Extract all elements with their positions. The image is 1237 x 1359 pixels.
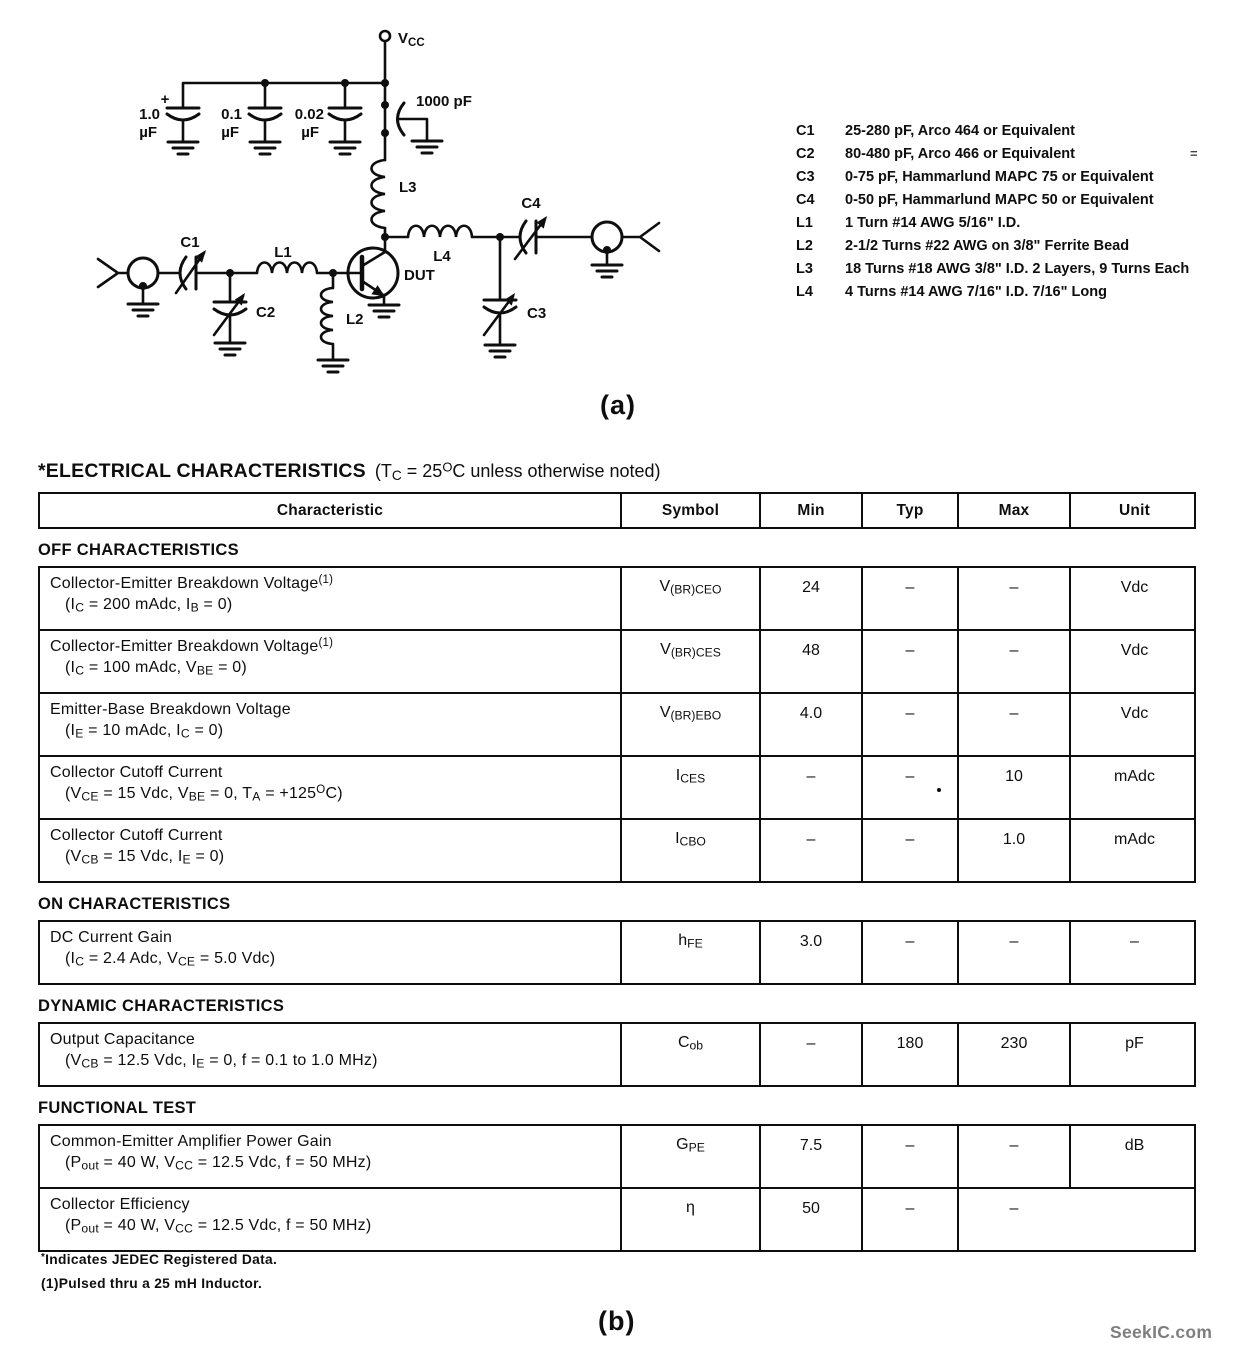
- dut-label: DUT: [404, 267, 435, 284]
- unit-cell: mAdc: [1069, 757, 1198, 818]
- min-cell: 48: [759, 631, 861, 692]
- part-desc: 80-480 pF, Arco 466 or Equivalent: [845, 146, 1075, 162]
- characteristic-cell: [40, 1126, 620, 1187]
- ground-symbol: [592, 265, 622, 277]
- symbol-cell: $I_{CBO}$: [620, 820, 759, 881]
- table-row: [40, 692, 1194, 755]
- junction-dot: [381, 129, 389, 137]
- part-row-c3: [796, 166, 1189, 189]
- characteristic-name: Collector Cutoff Current: [50, 764, 223, 781]
- part-ref: C4: [796, 192, 815, 208]
- unit-cell: Vdc: [1069, 568, 1198, 629]
- unit-cell: dB: [1069, 1126, 1198, 1187]
- characteristic-conditions: ($I_E = 10$ mAdc, $I_C = 0$): [65, 722, 224, 741]
- max-cell: 230: [957, 1024, 1069, 1085]
- seekic-watermark: SeekIC.com: [1110, 1322, 1213, 1342]
- characteristic-cell: [40, 1024, 620, 1085]
- characteristic-name: DC Current Gain: [50, 929, 173, 946]
- characteristic-cell: [40, 820, 620, 881]
- min-cell: –: [759, 1024, 861, 1085]
- bypass-cap-0p02uF: [329, 108, 361, 120]
- inductor-L2: [321, 273, 333, 358]
- table-row: [40, 629, 1194, 692]
- junction-dot: [329, 269, 337, 277]
- characteristic-cell: [40, 568, 620, 629]
- l1-label: L1: [274, 244, 292, 261]
- max-cell: –: [957, 631, 1069, 692]
- typ-cell: –: [861, 1189, 957, 1250]
- l2-label: L2: [346, 311, 364, 328]
- min-cell: 4.0: [759, 694, 861, 755]
- section-box-on: [38, 920, 1196, 985]
- part-ref: L4: [796, 284, 813, 300]
- part-ref: C2: [796, 146, 815, 162]
- characteristic-name: Collector-Emitter Breakdown Voltage$^{(1)}$: [50, 637, 334, 655]
- ground-symbol: [318, 360, 348, 372]
- ground-symbol: [412, 141, 442, 153]
- junction-dot: [496, 233, 504, 241]
- section-box-off: [38, 566, 1196, 883]
- parts-list: [796, 120, 1189, 304]
- ground-symbol: [128, 304, 158, 316]
- typ-cell: –: [861, 568, 957, 629]
- input-arrow: [98, 259, 128, 287]
- cap2-unit-label: µF: [221, 124, 239, 141]
- part-row-l4: [796, 281, 1189, 304]
- typ-cell: –: [861, 922, 957, 983]
- unit-cell: mAdc: [1069, 820, 1198, 881]
- cap3-value-label: 0.02: [294, 106, 324, 123]
- inductor-L4: [385, 226, 500, 237]
- table-row: [40, 755, 1194, 818]
- inductor-L3: [372, 160, 386, 228]
- vcc-label: $V_{CC}$: [398, 30, 425, 49]
- table-footnotes: [41, 1252, 277, 1300]
- symbol-cell: η: [620, 1189, 759, 1250]
- characteristic-conditions: ($V_{CB} = 12.5$ Vdc, $I_E = 0$, f = 0.1 to 1.0 MHz): [65, 1052, 378, 1071]
- c4-label: C4: [521, 195, 541, 212]
- characteristic-conditions: ($P_{out} = 40$ W, $V_{CC} = 12.5$ Vdc, f = 50 MHz): [65, 1217, 372, 1236]
- section-heading-functional-test: FUNCTIONAL TEST: [38, 1099, 197, 1117]
- scan-artifact-dot: [937, 788, 941, 792]
- symbol-cell: $V_{(BR)CEO}$: [620, 568, 759, 629]
- part-desc: 4 Turns #14 AWG 7/16" I.D. 7/16" Long: [845, 284, 1107, 300]
- characteristic-conditions: ($P_{out} = 40$ W, $V_{CC} = 12.5$ Vdc, f = 50 MHz): [65, 1154, 372, 1173]
- part-row-l2: [796, 235, 1189, 258]
- min-cell: –: [759, 757, 861, 818]
- section-box-dynamic: [38, 1022, 1196, 1087]
- part-desc: 2-1/2 Turns #22 AWG on 3/8" Ferrite Bead: [845, 238, 1130, 254]
- part-row-c2: [796, 143, 1189, 166]
- characteristic-conditions: ($I_C = 2.4$ Adc, $V_{CE} = 5.0$ Vdc): [65, 950, 276, 969]
- characteristic-cell: [40, 631, 620, 692]
- test-circuit-schematic: [0, 0, 780, 380]
- symbol-cell: $G_{PE}$: [620, 1126, 759, 1187]
- part-desc: 18 Turns #18 AWG 3/8" I.D. 2 Layers, 9 Turns Each: [845, 261, 1190, 277]
- title-condition: ($T_C = 25^OC$ unless otherwise noted): [374, 459, 661, 483]
- junction-dot: [139, 282, 147, 290]
- table-header-row: [38, 492, 1196, 529]
- section-heading-on: ON CHARACTERISTICS: [38, 895, 231, 913]
- characteristic-cell: [40, 694, 620, 755]
- inductor-L1: [230, 263, 335, 274]
- table-row: [40, 568, 1194, 629]
- table-row: [40, 1126, 1194, 1187]
- part-ref: L1: [796, 215, 813, 231]
- min-cell: –: [759, 820, 861, 881]
- junction-dot: [226, 269, 234, 277]
- part-row-c1: [796, 120, 1189, 143]
- symbol-cell: $h_{FE}$: [620, 922, 759, 983]
- table-row: [40, 818, 1194, 881]
- characteristic-cell: [40, 1189, 620, 1250]
- c1-label: C1: [180, 234, 200, 251]
- electrical-characteristics-title: [38, 460, 661, 483]
- max-cell: –: [957, 922, 1069, 983]
- scan-artifact-mark: =: [1190, 146, 1198, 161]
- part-row-l3: [796, 258, 1189, 281]
- ground-symbol: [330, 142, 360, 154]
- footnote-jedec: *Indicates JEDEC Registered Data.: [41, 1251, 278, 1267]
- junction-dot: [603, 246, 611, 254]
- typ-cell: –: [861, 631, 957, 692]
- symbol-cell: $C_{ob}$: [620, 1024, 759, 1085]
- symbol-cell: $V_{(BR)CES}$: [620, 631, 759, 692]
- symbol-cell: $I_{CES}$: [620, 757, 759, 818]
- col-header-max: Max: [957, 494, 1069, 527]
- ground-symbol: [250, 142, 280, 154]
- part-ref: L2: [796, 238, 813, 254]
- max-cell-real: –: [957, 1189, 1069, 1250]
- max-cell: 1.0: [957, 820, 1069, 881]
- min-cell: 3.0: [759, 922, 861, 983]
- typ-cell: –: [861, 1126, 957, 1187]
- l4-label: L4: [433, 248, 451, 265]
- cap1-value-label: 1.0: [139, 106, 160, 123]
- typ-cell: –: [861, 694, 957, 755]
- typ-cell: –: [861, 820, 957, 881]
- title-main: *ELECTRICAL CHARACTERISTICS: [38, 460, 366, 482]
- table-row: [40, 1024, 1194, 1085]
- col-header-symbol: Symbol: [620, 494, 759, 527]
- characteristic-name: Collector Cutoff Current: [50, 827, 223, 844]
- max-cell: 10: [957, 757, 1069, 818]
- typ-cell: 180: [861, 1024, 957, 1085]
- part-desc: 1 Turn #14 AWG 5/16" I.D.: [845, 215, 1021, 231]
- part-ref: L3: [796, 261, 813, 277]
- characteristic-conditions: ($I_C = 100$ mAdc, $V_{BE} = 0$): [65, 659, 247, 678]
- unit-cell: Vdc: [1069, 631, 1198, 692]
- figure-label-a: (a): [600, 390, 636, 420]
- characteristic-conditions: ($V_{CE} = 15$ Vdc, $V_{BE} = 0$, $T_A = +125^OC$): [65, 784, 343, 804]
- col-header-typ: Typ: [861, 494, 957, 527]
- min-cell: 24: [759, 568, 861, 629]
- col-header-min: Min: [759, 494, 861, 527]
- max-cell: –: [957, 568, 1069, 629]
- part-row-c4: [796, 189, 1189, 212]
- cap3-unit-label: µF: [301, 124, 319, 141]
- cap1-unit-label: µF: [139, 124, 157, 141]
- footnote-pulsed: (1)Pulsed thru a 25 mH Inductor.: [41, 1276, 263, 1291]
- unit-cell: pF: [1069, 1024, 1198, 1085]
- junction-dot: [341, 79, 349, 87]
- typ-cell: –: [861, 757, 957, 818]
- ground-symbol: [369, 305, 399, 317]
- cap1-plus-label: +: [160, 91, 170, 108]
- characteristics-table: [38, 492, 1196, 1252]
- symbol-cell: $V_{(BR)EBO}$: [620, 694, 759, 755]
- cap2-value-label: 0.1: [221, 106, 242, 123]
- section-heading-off: OFF CHARACTERISTICS: [38, 541, 239, 559]
- part-row-l1: [796, 212, 1189, 235]
- junction-dot: [381, 79, 389, 87]
- ground-symbol: [215, 343, 245, 355]
- part-desc: 0-50 pF, Hammarlund MAPC 50 or Equivalent: [845, 192, 1154, 208]
- characteristic-name: Collector Efficiency: [50, 1196, 190, 1213]
- part-desc: 25-280 pF, Arco 464 or Equivalent: [845, 123, 1075, 139]
- section-heading-dynamic: DYNAMIC CHARACTERISTICS: [38, 997, 285, 1015]
- figure-label-b: (b): [598, 1306, 636, 1336]
- l3-label: L3: [399, 179, 417, 196]
- c2-label: C2: [256, 304, 276, 321]
- junction-dot: [381, 233, 389, 241]
- bypass-cap-1uF: [167, 108, 199, 120]
- table-row: [40, 922, 1194, 983]
- part-ref: C3: [796, 169, 815, 185]
- unit-cell: –: [1069, 922, 1198, 983]
- section-box-functional-test: [38, 1124, 1196, 1252]
- max-cell: –: [957, 694, 1069, 755]
- characteristic-name: Output Capacitance: [50, 1031, 196, 1048]
- bypass-cap-0p1uF: [249, 108, 281, 120]
- max-cell: –: [957, 1126, 1069, 1187]
- characteristic-conditions: ($V_{CB} = 15$ Vdc, $I_E = 0$): [65, 848, 225, 867]
- min-cell: 7.5: [759, 1126, 861, 1187]
- ground-symbol: [168, 142, 198, 154]
- col-header-unit: Unit: [1069, 494, 1198, 527]
- characteristic-name: Collector-Emitter Breakdown Voltage$^{(1)}$: [50, 574, 334, 592]
- output-arrow: [622, 223, 659, 251]
- characteristic-cell: [40, 757, 620, 818]
- feedthrough-label: 1000 pF: [416, 93, 472, 110]
- part-ref: C1: [796, 123, 815, 139]
- junction-dot: [261, 79, 269, 87]
- characteristic-name: Common-Emitter Amplifier Power Gain: [50, 1133, 332, 1150]
- characteristic-conditions: ($I_C = 200$ mAdc, $I_B = 0$): [65, 596, 233, 615]
- col-header-characteristic: Characteristic: [276, 502, 384, 519]
- table-row: [40, 1187, 1194, 1250]
- min-cell: 50: [759, 1189, 861, 1250]
- junction-dot: [381, 101, 389, 109]
- unit-cell: Vdc: [1069, 694, 1198, 755]
- characteristic-cell: [40, 922, 620, 983]
- vcc-terminal: [380, 31, 390, 41]
- ground-symbol: [485, 345, 515, 357]
- c3-label: C3: [527, 305, 547, 322]
- characteristic-name: Emitter-Base Breakdown Voltage: [50, 701, 291, 718]
- part-desc: 0-75 pF, Hammarlund MAPC 75 or Equivalent: [845, 169, 1154, 185]
